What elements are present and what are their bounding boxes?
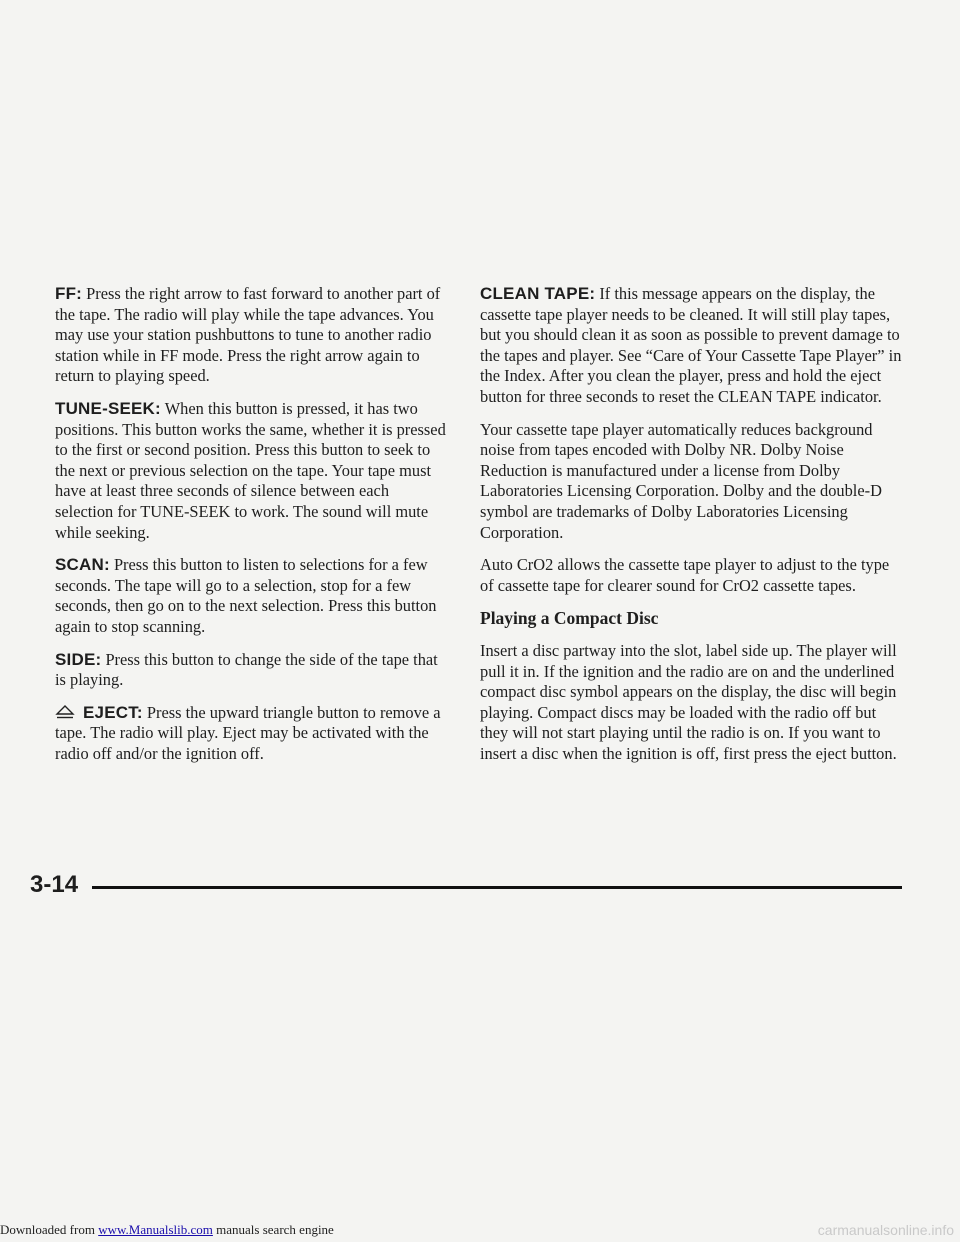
clean-tape-term: CLEAN TAPE:	[480, 284, 596, 303]
download-prefix: Downloaded from	[0, 1222, 99, 1237]
left-column	[55, 284, 451, 776]
download-suffix: manuals search engine	[212, 1222, 334, 1237]
page-footer	[30, 868, 902, 902]
eject-icon	[55, 704, 75, 718]
clean-tape-paragraph	[480, 284, 904, 408]
eject-term: EJECT:	[83, 702, 143, 722]
ff-paragraph	[55, 284, 451, 387]
manualslib-link[interactable]: www.Manualslib.com	[98, 1222, 213, 1237]
side-term: SIDE:	[55, 649, 102, 669]
side-paragraph	[55, 650, 451, 691]
footer-rule	[92, 886, 902, 889]
download-footer	[0, 1222, 334, 1240]
watermark-text: carmanualsonline.info	[817, 1222, 954, 1238]
side-text: Press this button to change the side of the tape that is playing.	[55, 649, 438, 690]
tune-seek-term: TUNE-SEEK:	[55, 398, 161, 418]
ff-text: Press the right arrow to fast forward to another part of the tape. The radio will play while the tape advances. You may use your station pushbuttons to tune to another radio station while in FF mode. Press the right arrow again to return to playing speed.	[55, 284, 441, 386]
ff-term: FF:	[55, 284, 83, 303]
cd-paragraph: Insert a disc partway into the slot, label side up. The player will pull it in. If the ignition and the radio are on and the underlined compact disc symbol appears on the display, the disc will begin playing. Compact discs may be loaded with the radio off but they will not start playing until the radio is on. If you want to insert a disc when the ignition is off, first press the eject button.	[480, 640, 897, 763]
dolby-paragraph: Your cassette tape player automatically reduces background noise from tapes encoded with Dolby NR. Dolby Noise Reduction is manufactured under a license from Dolby Laboratories Licensing Corporation. Dolby and the double-D symbol are trademarks of Dolby Laboratories Licensing Corporation.	[480, 419, 882, 542]
scan-text: Press this button to listen to selections for a few seconds. The tape will go to a selection, stop for a few seconds, then go on to the next selection. Press this button again to stop scanning.	[55, 555, 437, 636]
auto-cro2-paragraph: Auto CrO2 allows the cassette tape player to adjust to the type of cassette tape for clearer sound for CrO2 cassette tapes.	[480, 555, 890, 595]
eject-text: Press the upward triangle button to remove a tape. The radio will play. Eject may be activated with the radio off and/or the ignition off.	[55, 702, 441, 763]
scan-term: SCAN:	[55, 555, 110, 575]
tune-seek-text: When this button is pressed, it has two positions. This button works the same, whether it is pressed to the first or second position. Press this button to seek to the next or previous selection on the tape. Your tape must have at least three seconds of silence between each selection for TUNE-SEEK to work. The sound will mute while seeking.	[55, 398, 446, 542]
right-column	[480, 284, 904, 776]
clean-tape-text: If this message appears on the display, the cassette tape player needs to be cleaned. It will still play tapes, but you should clean it as soon as possible to prevent damage to the tapes and player. See “Care of Your Cassette Tape Player” in the Index. After you clean the player, press and hold the eject button for three seconds to reset the CLEAN TAPE indicator.	[480, 284, 902, 406]
eject-paragraph	[55, 703, 451, 765]
page-number: 3-14	[30, 871, 79, 898]
scan-paragraph	[55, 555, 451, 637]
tune-seek-paragraph	[55, 399, 451, 543]
cd-heading: Playing a Compact Disc	[480, 608, 659, 629]
